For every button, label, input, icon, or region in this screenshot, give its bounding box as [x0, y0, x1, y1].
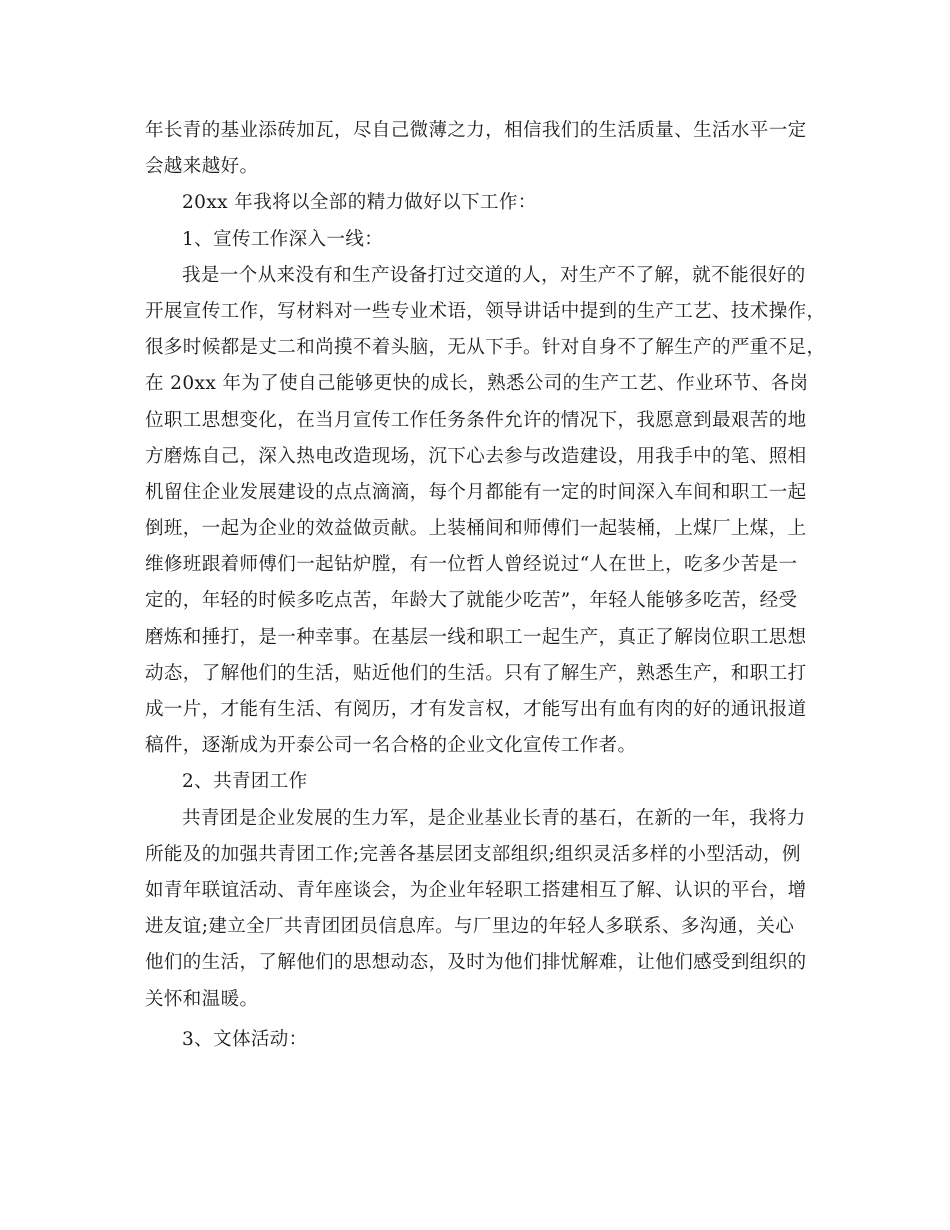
- text-line: 共青团是企业发展的生力军，是企业基业长青的基石，在新的一年，我将力: [182, 807, 806, 829]
- text-line: 磨炼和捶打，是一种幸事。在基层一线和职工一起生产，真正了解岗位职工思想: [145, 626, 807, 648]
- text-line: 开展宣传工作，写材料对一些专业术语，领导讲话中提到的生产工艺、技术操作，: [145, 300, 826, 322]
- text-line: 所能及的加强共青团工作;完善各基层团支部组织;组织灵活多样的小型活动，例: [145, 843, 801, 865]
- text-line: 在 20xx 年为了使自己能够更快的成长，熟悉公司的生产工艺、作业环节、各岗: [145, 373, 809, 395]
- paragraph-intro: 20xx 年我将以全部的精力做好以下工作：: [182, 192, 537, 214]
- text-line: 维修班跟着师傅们一起钻炉膛，有一位哲人曾经说过“人在世上，吃多少苦是一: [145, 554, 798, 576]
- section-heading-2: 2、共青团工作: [182, 771, 308, 793]
- text-line: 我是一个从来没有和生产设备打过交道的人，对生产不了解，就不能很好的: [182, 264, 806, 286]
- text-line: 倒班，一起为企业的效益做贡献。上装桶间和师傅们一起装桶，上煤厂上煤，上: [145, 518, 807, 540]
- text-line: 关怀和温暖。: [145, 988, 259, 1010]
- text-line: 很多时候都是丈二和尚摸不着头脑，无从下手。针对自身不了解生产的严重不足，: [145, 337, 826, 359]
- text-line: 成一片，才能有生活、有阅历，才有发言权，才能写出有血有肉的好的通讯报道: [145, 699, 807, 720]
- section-heading-1: 1、宣传工作深入一线：: [182, 228, 384, 250]
- document-body: [145, 113, 826, 1058]
- section-heading-3: 3、文体活动：: [182, 1028, 308, 1050]
- text-line: 定的，年轻的时候多吃点苦，年龄大了就能少吃苦”，年轻人能够多吃苦，经受: [145, 590, 798, 612]
- text-line: 动态，了解他们的生活，贴近他们的生活。只有了解生产，熟悉生产，和职工打: [145, 662, 807, 684]
- text-line: 位职工思想变化，在当月宣传工作任务条件允许的情况下，我愿意到最艰苦的地: [145, 409, 807, 431]
- text-line: 年长青的基业添砖加瓦，尽自己微薄之力，相信我们的生活质量、生活水平一定: [145, 120, 807, 141]
- text-line: 稿件，逐渐成为开泰公司一名合格的企业文化宣传工作者。: [145, 735, 637, 757]
- text-line: 他们的生活，了解他们的思想动态，及时为他们排忧解难，让他们感受到组织的: [145, 952, 807, 974]
- text-line: 如青年联谊活动、青年座谈会，为企业年轻职工搭建相互了解、认识的平台，增: [145, 879, 807, 901]
- text-line: 机留住企业发展建设的点点滴滴，每个月都能有一定的时间深入车间和职工一起: [145, 481, 807, 503]
- text-line: 会越来越好。: [145, 156, 259, 178]
- text-line: 方磨炼自己，深入热电改造现场，沉下心去参与改造建设，用我手中的笔、照相: [145, 445, 807, 467]
- text-line: 进友谊;建立全厂共青团团员信息库。与厂里边的年轻人多联系、多沟通，关心: [145, 916, 795, 938]
